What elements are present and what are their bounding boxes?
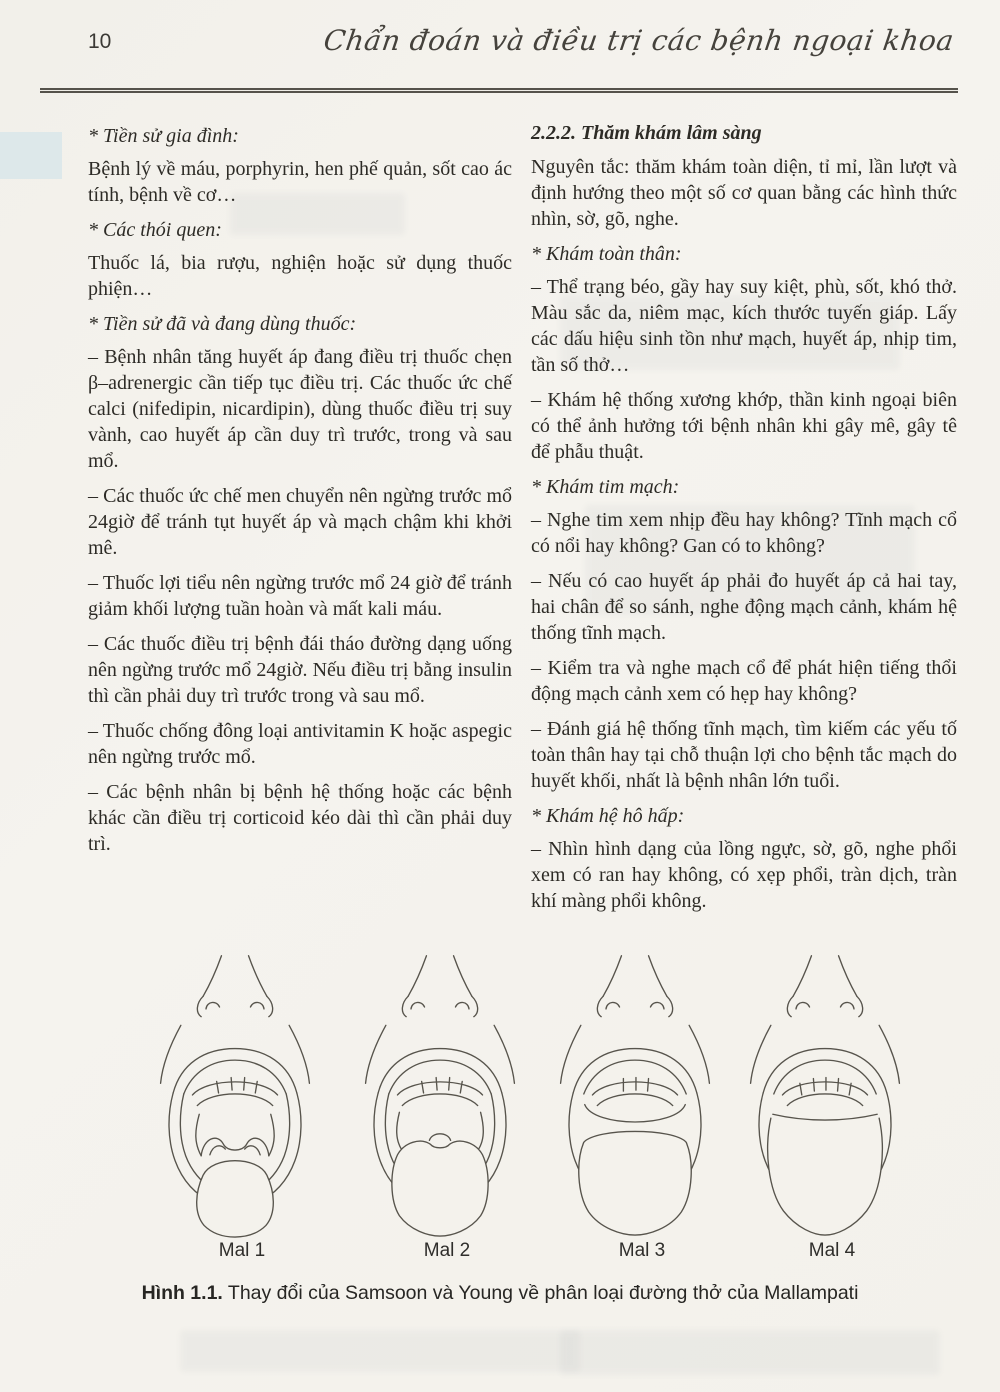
mallampati-class-4-drawing	[726, 948, 924, 1238]
paragraph: – Các thuốc điều trị bệnh đái tháo đường dạng uống nên ngừng trước mổ 24giờ. Nếu điều trị bằng insulin thì cần phải duy trì trước trong và sau mổ.	[88, 633, 512, 707]
mouth-diagram-mal-2	[340, 948, 540, 1261]
right-text-column	[531, 118, 957, 923]
section-heading: * Khám tim mạch:	[531, 476, 680, 498]
paragraph: – Thuốc lợi tiểu nên ngừng trước mổ 24 giờ để tránh giảm khối lượng tuần hoàn và mất kali máu.	[88, 572, 512, 620]
figure-caption-text: Thay đổi của Samsoon và Young về phân loại đường thở của Mallampati	[222, 1282, 859, 1304]
mallampati-figure	[0, 948, 1000, 1261]
section-heading: * Khám toàn thân:	[531, 243, 682, 265]
scan-smudge	[0, 132, 62, 179]
mouth-diagram-mal-1	[135, 948, 335, 1261]
book-title: Chẩn đoán và điều trị các bệnh ngoại khoa	[321, 24, 957, 57]
section-heading: * Các thói quen:	[88, 219, 222, 241]
section-heading: * Tiền sử gia đình:	[88, 125, 239, 147]
paragraph: – Các thuốc ức chế men chuyển nên ngừng trước mổ 24giờ để tránh tụt huyết áp và mạch chậm khi khởi mê.	[88, 485, 512, 559]
paragraph: – Kiểm tra và nghe mạch cổ để phát hiện tiếng thổi động mạch cảnh xem có hẹp hay không?	[531, 657, 957, 705]
section-heading: * Khám hệ hô hấp:	[531, 805, 685, 827]
figure-caption-number: Hình 1.1.	[141, 1282, 223, 1304]
bleed-through-artifact	[560, 1330, 940, 1375]
figure-label: Mal 3	[618, 1240, 666, 1261]
paragraph: Thuốc lá, bia rượu, nghiện hoặc sử dụng thuốc phiện…	[88, 252, 512, 300]
paragraph: Nguyên tắc: thăm khám toàn diện, tỉ mỉ, lần lượt và định hướng theo một số cơ quan bằng các hình thức nhìn, sờ, gõ, nghe.	[531, 156, 957, 230]
paragraph: – Nghe tim xem nhịp đều hay không? Tĩnh mạch cổ có nổi hay không? Gan có to không?	[531, 509, 957, 557]
paragraph: Bệnh lý về máu, porphyrin, hen phế quản, sốt cao ác tính, bệnh về cơ…	[88, 158, 512, 206]
figure-label: Mal 2	[423, 1240, 471, 1261]
header-rule	[40, 88, 958, 93]
figure-label: Mal 4	[808, 1240, 856, 1261]
mouth-diagram-mal-4	[725, 948, 925, 1261]
mallampati-class-3-drawing	[536, 948, 734, 1238]
paragraph: – Đánh giá hệ thống tĩnh mạch, tìm kiếm các yếu tố toàn thân hay tại chỗ thuận lợi cho bệnh tắc mạch do huyết khối, nhất là bệnh nhân lớn tuổi.	[531, 718, 957, 792]
paragraph: – Các bệnh nhân bị bệnh hệ thống hoặc các bệnh khác cần điều trị corticoid kéo dài thì cần phải duy trì.	[88, 781, 512, 855]
mouth-diagram-mal-3	[535, 948, 735, 1261]
left-text-column	[88, 118, 512, 866]
paragraph: – Nhìn hình dạng của lồng ngực, sờ, gõ, nghe phổi xem có ran hay không, có xẹp phổi, tràn dịch, tràn khí màng phổi không.	[531, 838, 957, 912]
paragraph: – Nếu có cao huyết áp phải đo huyết áp cả hai tay, hai chân để so sánh, nghe động mạch cảnh, khám hệ thống tĩnh mạch.	[531, 570, 957, 644]
paragraph: – Thể trạng béo, gầy hay suy kiệt, phù, sốt, khó thở. Màu sắc da, niêm mạc, kích thước tuyến giáp. Lấy các dấu hiệu sinh tồn như mạch, huyết áp, nhịp tim, tần số thở…	[531, 276, 957, 376]
mallampati-class-1-drawing	[136, 948, 334, 1238]
page-number: 10	[88, 30, 112, 53]
paragraph: – Bệnh nhân tăng huyết áp đang điều trị thuốc chẹn β–adrenergic cần tiếp tục điều trị. Các thuốc ức chế calci (nifedipin, nicardipin), dùng thuốc điều trị suy vành, cao huyết áp cần duy trì trước, trong và sau mổ.	[88, 346, 512, 472]
paragraph: – Thuốc chống đông loại antivitamin K hoặc aspegic nên ngừng trước mổ.	[88, 720, 512, 768]
figure-caption	[0, 1282, 1000, 1305]
section-heading: * Tiền sử đã và đang dùng thuốc:	[88, 313, 357, 335]
figure-label: Mal 1	[218, 1240, 266, 1261]
mallampati-class-2-drawing	[341, 948, 539, 1238]
bleed-through-artifact	[180, 1330, 580, 1372]
paragraph: – Khám hệ thống xương khớp, thần kinh ngoại biên có thể ảnh hưởng tới bệnh nhân khi gây mê, gây tê để phẫu thuật.	[531, 389, 957, 463]
numbered-section-heading: 2.2.2. Thăm khám lâm sàng	[531, 122, 762, 144]
